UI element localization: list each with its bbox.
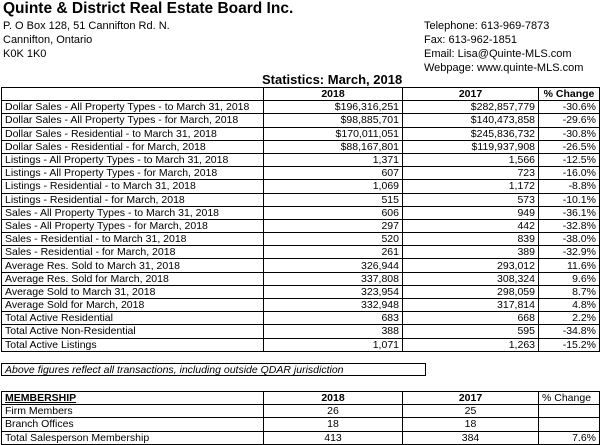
- pct-change: -36.1%: [539, 206, 600, 219]
- header-cell: [2, 88, 264, 101]
- statistics-table-body: [2, 88, 600, 352]
- row-label: Total Active Residential: [2, 312, 264, 325]
- table-row: [2, 167, 600, 180]
- row-label: Firm Members: [2, 405, 264, 418]
- value-2018: 261: [264, 246, 403, 259]
- table-row: [2, 219, 600, 232]
- contact-info: [424, 19, 583, 75]
- table-row: [2, 312, 600, 325]
- header-cell-2017: 2017: [403, 88, 539, 101]
- statistics-title: Statistics: March, 2018: [262, 72, 403, 87]
- header-cell-2017: 2017: [403, 392, 539, 405]
- address-line: P. O Box 128, 51 Cannifton Rd. N.: [3, 20, 170, 32]
- pct-change: -16.0%: [539, 167, 600, 180]
- value-2018: 520: [264, 233, 403, 246]
- row-label: Sales - All Property Types - to March 31, 2018: [2, 206, 264, 219]
- pct-change: -34.8%: [539, 325, 600, 338]
- membership-row: [2, 431, 600, 444]
- pct-change: 11.6%: [539, 259, 600, 272]
- pct-change: 2.2%: [539, 312, 600, 325]
- row-label: Sales - Residential - to March 31, 2018: [2, 233, 264, 246]
- pct-change: -32.9%: [539, 246, 600, 259]
- value-2018: 332,948: [264, 299, 403, 312]
- row-label: Listings - All Property Types - to March 31, 2018: [2, 153, 264, 166]
- table-row: [2, 140, 600, 153]
- value-2017: 839: [403, 233, 539, 246]
- table-row: [2, 325, 600, 338]
- value-2017: 389: [403, 246, 539, 259]
- pct-change: -30.6%: [539, 101, 600, 114]
- table-row: [2, 193, 600, 206]
- email[interactable]: Email: Lisa@Quinte-MLS.com: [424, 48, 572, 60]
- value-2017: 293,012: [403, 259, 539, 272]
- value-2017: $245,836,732: [403, 127, 539, 140]
- table-row: [2, 285, 600, 298]
- pct-change: -15.2%: [539, 338, 600, 351]
- value-2018: 18: [264, 418, 403, 431]
- pct-change: 8.7%: [539, 285, 600, 298]
- table-row: [2, 246, 600, 259]
- pct-change: -38.0%: [539, 233, 600, 246]
- row-label: Dollar Sales - All Property Types - to March 31, 2018: [2, 101, 264, 114]
- value-2018: $88,167,801: [264, 140, 403, 153]
- row-label: Sales - All Property Types - for March, 2018: [2, 219, 264, 232]
- value-2018: $170,011,051: [264, 127, 403, 140]
- value-2018: 326,944: [264, 259, 403, 272]
- row-label: Total Active Non-Residential: [2, 325, 264, 338]
- value-2018: 323,954: [264, 285, 403, 298]
- value-2017: 1,263: [403, 338, 539, 351]
- row-label: Listings - Residential - to March 31, 2018: [2, 180, 264, 193]
- row-label: Branch Offices: [2, 418, 264, 431]
- value-2018: 607: [264, 167, 403, 180]
- value-2018: 515: [264, 193, 403, 206]
- value-2017: $119,937,908: [403, 140, 539, 153]
- value-2018: 297: [264, 219, 403, 232]
- value-2017: 668: [403, 312, 539, 325]
- value-2018: 26: [264, 405, 403, 418]
- table-row: [2, 127, 600, 140]
- pct-change: 7.6%: [539, 431, 600, 444]
- row-label: Listings - All Property Types - for March, 2018: [2, 167, 264, 180]
- pct-change: [539, 418, 600, 431]
- value-2017: 595: [403, 325, 539, 338]
- value-2017: 18: [403, 418, 539, 431]
- fax: Fax: 613-962-1851: [424, 34, 517, 46]
- value-2017: 308,324: [403, 272, 539, 285]
- table-row: [2, 259, 600, 272]
- value-2018: $196,316,251: [264, 101, 403, 114]
- value-2017: 949: [403, 206, 539, 219]
- pct-change: 9.6%: [539, 272, 600, 285]
- value-2018: 413: [264, 431, 403, 444]
- value-2017: $140,473,858: [403, 114, 539, 127]
- row-label: Average Res. Sold to March 31, 2018: [2, 259, 264, 272]
- value-2017: 723: [403, 167, 539, 180]
- value-2017: 317,814: [403, 299, 539, 312]
- value-2017: 1,172: [403, 180, 539, 193]
- membership-row: [2, 405, 600, 418]
- value-2018: 388: [264, 325, 403, 338]
- table-row: [2, 114, 600, 127]
- table-row: [2, 299, 600, 312]
- membership-header-row: [2, 392, 600, 405]
- webpage[interactable]: Webpage: www.quinte-MLS.com: [424, 62, 584, 74]
- header-cell-pct-change: % Change: [539, 392, 600, 405]
- membership-table-body: [2, 392, 600, 445]
- row-label: Average Sold to March 31, 2018: [2, 285, 264, 298]
- pct-change: -32.8%: [539, 219, 600, 232]
- membership-table: [1, 391, 600, 445]
- row-label: Listings - Residential - for March, 2018: [2, 193, 264, 206]
- value-2017: 298,059: [403, 285, 539, 298]
- row-label: Total Salesperson Membership: [2, 431, 264, 444]
- table-row: [2, 153, 600, 166]
- value-2018: 337,808: [264, 272, 403, 285]
- membership-row: [2, 418, 600, 431]
- pct-change: [539, 405, 600, 418]
- row-label: Dollar Sales - Residential - to March 31, 2018: [2, 127, 264, 140]
- value-2018: 1,069: [264, 180, 403, 193]
- value-2017: 1,566: [403, 153, 539, 166]
- row-label: Dollar Sales - Residential - for March, 2018: [2, 140, 264, 153]
- value-2017: $282,857,779: [403, 101, 539, 114]
- table-row: [2, 101, 600, 114]
- mailing-address: [3, 19, 170, 61]
- row-label: Average Sold for March, 2018: [2, 299, 264, 312]
- pct-change: -29.6%: [539, 114, 600, 127]
- address-line: Cannifton, Ontario: [3, 34, 93, 46]
- header-cell-2018: 2018: [264, 88, 403, 101]
- value-2018: $98,885,701: [264, 114, 403, 127]
- pct-change: -8.8%: [539, 180, 600, 193]
- membership-header: MEMBERSHIP: [2, 392, 264, 405]
- statistics-table: [1, 87, 600, 352]
- table-row: [2, 180, 600, 193]
- header-cell-pct-change: % Change: [539, 88, 600, 101]
- footnote: Above figures reflect all transactions, including outside QDAR jurisdiction: [1, 363, 426, 376]
- row-label: Sales - Residential - for March, 2018: [2, 246, 264, 259]
- org-name: Quinte & District Real Estate Board Inc.: [3, 0, 294, 17]
- value-2017: 25: [403, 405, 539, 418]
- value-2017: 442: [403, 219, 539, 232]
- value-2017: 384: [403, 431, 539, 444]
- address-line: K0K 1K0: [3, 48, 47, 60]
- table-row: [2, 338, 600, 351]
- value-2018: 1,071: [264, 338, 403, 351]
- table-row: [2, 206, 600, 219]
- telephone: Telephone: 613-969-7873: [424, 20, 550, 32]
- value-2018: 606: [264, 206, 403, 219]
- table-header-row: [2, 88, 600, 101]
- table-row: [2, 233, 600, 246]
- value-2017: 573: [403, 193, 539, 206]
- pct-change: 4.8%: [539, 299, 600, 312]
- row-label: Total Active Listings: [2, 338, 264, 351]
- value-2018: 1,371: [264, 153, 403, 166]
- pct-change: -10.1%: [539, 193, 600, 206]
- value-2018: 683: [264, 312, 403, 325]
- pct-change: -26.5%: [539, 140, 600, 153]
- table-row: [2, 272, 600, 285]
- pct-change: -30.8%: [539, 127, 600, 140]
- row-label: Average Res. Sold for March, 2018: [2, 272, 264, 285]
- pct-change: -12.5%: [539, 153, 600, 166]
- row-label: Dollar Sales - All Property Types - for March, 2018: [2, 114, 264, 127]
- header-cell-2018: 2018: [264, 392, 403, 405]
